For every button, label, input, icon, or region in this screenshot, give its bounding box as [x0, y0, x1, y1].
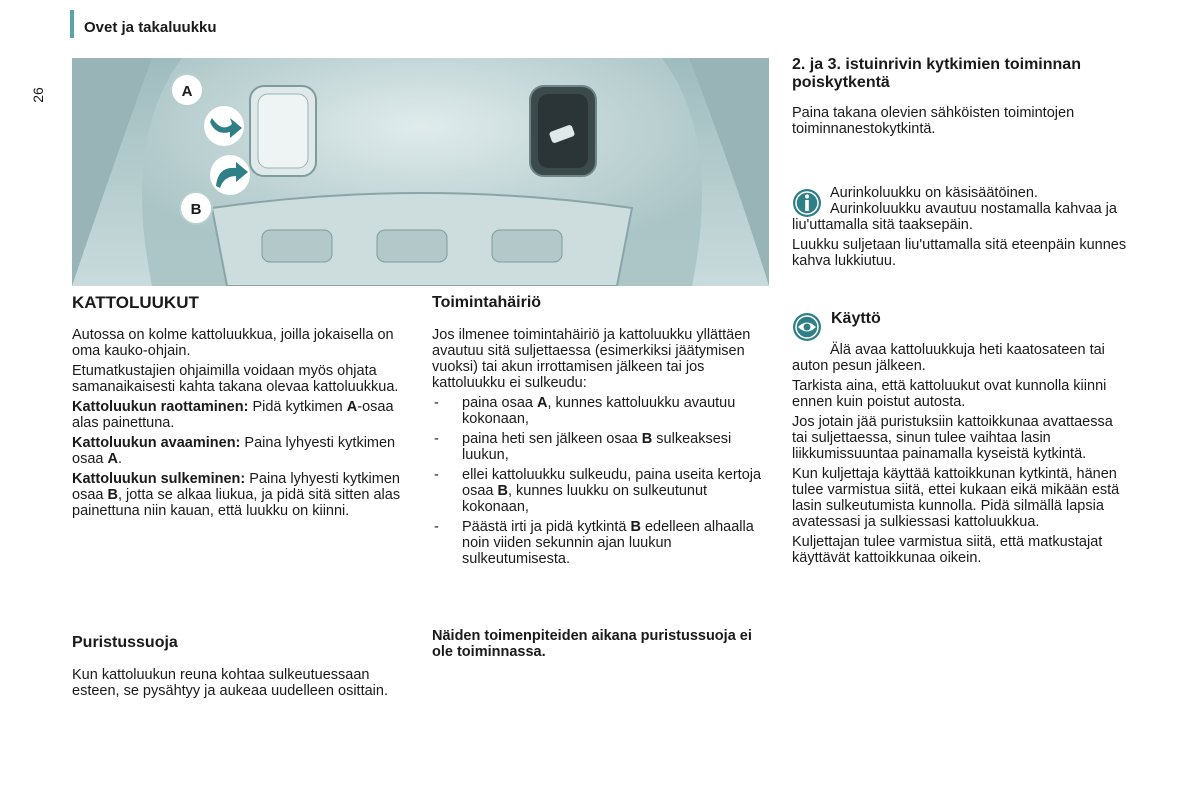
page-number: 26	[29, 87, 46, 103]
paragraph: Aurinkoluukku on käsisäätöinen.	[830, 185, 1038, 201]
paragraph: Näiden toimenpiteiden aikana puristussuoja ei ole toiminnassa.	[432, 628, 752, 660]
bold-term: Kattoluukun raottaminen:	[72, 399, 249, 415]
text: Paina lyhyesti kytkimen osaa	[72, 471, 400, 503]
heading-kaytto: Käyttö	[831, 310, 881, 327]
column-1-text	[72, 327, 407, 523]
paragraph	[72, 399, 407, 431]
key-a: A	[107, 451, 118, 467]
info-box	[792, 185, 1132, 273]
heading-kattoluukut: KATTOLUUKUT	[72, 293, 199, 312]
text: -osaa alas painettuna.	[72, 399, 394, 431]
list-item: - Päästä irti ja pidä kytkintä B edelleen alhaalla noin viiden sekunnin ajan luukun sulkeutumisesta.	[432, 519, 772, 567]
list-item: - paina heti sen jälkeen osaa B sulkeaksesi luukun,	[432, 431, 772, 463]
usage-text	[792, 342, 1132, 570]
list-item: - ellei kattoluukku sulkeudu, paina useita kertoja osaa B, kunnes luukku on sulkeutunut kokonaan,	[432, 467, 772, 515]
label-b: B	[190, 201, 202, 218]
key-b: B	[107, 487, 118, 503]
heading-rear-switch-disable: 2. ja 3. istuinrivin kytkimien toiminnan poiskytkentä	[792, 56, 1081, 91]
column-1-pinch-text	[72, 667, 407, 703]
column-3-intro	[792, 105, 1132, 141]
paragraph: Tarkista aina, että kattoluukut ovat kunnolla kiinni ennen kuin poistut autosta.	[792, 378, 1107, 410]
paragraph: Jos jotain jää puristuksiin kattoikkunaa avattaessa tai suljettaessa, sinun tulee vaihtaa lasin liikkumissuuntaa painamalla kyseistä kytkintä.	[792, 414, 1113, 462]
paragraph: Etumatkustajien ohjaimilla voidaan myös ohjata samanaikaisesti kahta takana olevaa kattoluukkua.	[72, 363, 399, 395]
paragraph: Aurinkoluukku avautuu nostamalla kahvaa ja liu'uttamalla sitä taaksepäin.	[792, 201, 1117, 233]
paragraph: Jos ilmenee toimintahäiriö ja kattoluukku yllättäen avautuu sitä suljettaessa (esimerkiksi jäätymisen vuoksi) tai akun irrottamisen jälkeen tai jos kattoluukku ei sulkeudu:	[432, 327, 751, 391]
text: Paina lyhyesti kytkimen osaa	[72, 435, 396, 467]
paragraph: Kun kattoluukun reuna kohtaa sulkeutuessaan esteen, se pysähtyy ja aukeaa uudelleen osittain.	[72, 667, 388, 699]
column-2-text	[432, 327, 772, 571]
malfunction-steps-list	[432, 395, 772, 567]
key-a: A	[346, 399, 358, 415]
paragraph	[72, 435, 407, 467]
paragraph: Kuljettajan tulee varmistua siitä, että matkustajat käyttävät kattoikkunaa oikein.	[792, 534, 1103, 566]
section-accent-bar	[70, 10, 74, 38]
text: , jotta se alkaa liukua, ja pidä sitä sitten alas painettuna niin kauan, että luukku on kiinni.	[72, 487, 401, 519]
paragraph: Älä avaa kattoluukkuja heti kaatosateen tai auton pesun jälkeen.	[792, 342, 1105, 374]
paragraph: Kun kuljettaja käyttää kattoikkunan kytkintä, hänen tulee varmistua siitä, ettei kukaan eikä mikään estä lasin sulkeutumista kunnolla. Pidä silmällä lapsia avatessasi ja sulkiessasi kattoluukkua.	[792, 466, 1120, 530]
list-item: - paina osaa A, kunnes kattoluukku avautuu kokonaan,	[432, 395, 772, 427]
bold-term: Kattoluukun sulkeminen:	[72, 471, 246, 487]
heading-toimintahairio: Toimintahäiriö	[432, 294, 542, 311]
bold-term: Kattoluukun avaaminen:	[72, 435, 241, 451]
text: Pidä kytkimen	[248, 399, 347, 415]
eye-icon	[792, 312, 822, 342]
warning-note	[432, 628, 762, 664]
heading-puristussuoja: Puristussuoja	[72, 634, 178, 651]
section-title: Ovet ja takaluukku	[84, 19, 217, 36]
paragraph: Luukku suljetaan liu'uttamalla sitä eteenpäin kunnes kahva lukkiutuu.	[792, 237, 1127, 269]
paragraph: Autossa on kolme kattoluukkua, joilla jokaisella on oma kauko-ohjain.	[72, 327, 394, 359]
paragraph	[72, 471, 407, 519]
roof-control-illustration	[72, 58, 769, 286]
label-a: A	[181, 83, 193, 100]
text: .	[117, 451, 122, 467]
paragraph: Paina takana olevien sähköisten toimintojen toiminnanestokytkintä.	[792, 105, 1075, 137]
